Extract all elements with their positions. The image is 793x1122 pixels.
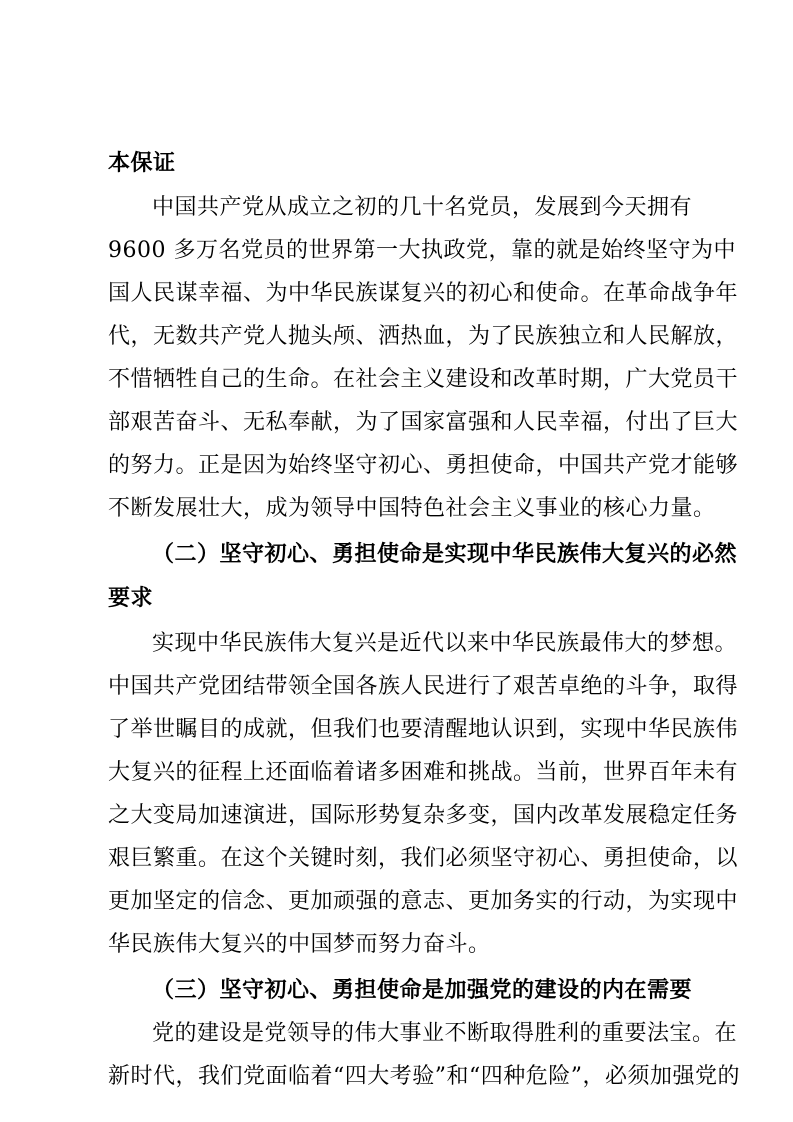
paragraph-line: 之大变局加速演进，国际形势复杂多变，国内改革发展稳定任务 (108, 803, 739, 828)
paragraph-line: 部艰苦奋斗、无私奉献，为了国家富强和人民幸福，付出了巨大 (108, 410, 739, 435)
paragraph-line: 实现中华民族伟大复兴是近代以来中华民族最伟大的梦想。 (152, 631, 738, 656)
section-heading: （三）坚守初心、勇担使命是加强党的建设的内在需要 (152, 977, 693, 1003)
paragraph-line: 了举世瞩目的成就，但我们也要清醒地认识到，实现中华民族伟 (108, 717, 739, 742)
paragraph-line: 大复兴的征程上还面临着诸多困难和挑战。当前，世界百年未有 (108, 760, 739, 785)
paragraph-line: 艰巨繁重。在这个关键时刻，我们必须坚守初心、勇担使命，以 (108, 846, 739, 871)
paragraph-line: 更加坚定的信念、更加顽强的意志、更加务实的行动，为实现中 (108, 889, 739, 914)
paragraph-line: 9600 多万名党员的世界第一大执政党，靠的就是始终坚守为中 (108, 238, 736, 263)
paragraph-line: 不惜牺牲自己的生命。在社会主义建设和改革时期，广大党员干 (108, 367, 739, 392)
paragraph-line: 不断发展壮大，成为领导中国特色社会主义事业的核心力量。 (108, 496, 716, 521)
heading-continuation: 本保证 (108, 150, 176, 176)
paragraph-line: 的努力。正是因为始终坚守初心、勇担使命，中国共产党才能够 (108, 453, 739, 478)
section-heading: 要求 (108, 585, 154, 611)
paragraph-line: 国人民谋幸福、为中华民族谋复兴的初心和使命。在革命战争年 (108, 281, 739, 306)
paragraph-line: 党的建设是党领导的伟大事业不断取得胜利的重要法宝。在 (152, 1021, 738, 1046)
section-heading: （二）坚守初心、勇担使命是实现中华民族伟大复兴的必然 (152, 541, 738, 567)
paragraph-line: 新时代，我们党面临着“四大考验”和“四种危险”，必须加强党的 (108, 1064, 740, 1089)
paragraph-line: 华民族伟大复兴的中国梦而努力奋斗。 (108, 932, 491, 957)
paragraph-line: 中国共产党从成立之初的几十名党员，发展到今天拥有 (152, 195, 693, 220)
paragraph-line: 中国共产党团结带领全国各族人民进行了艰苦卓绝的斗争，取得 (108, 674, 739, 699)
paragraph-line: 代，无数共产党人抛头颅、洒热血，为了民族独立和人民解放， (108, 324, 739, 349)
